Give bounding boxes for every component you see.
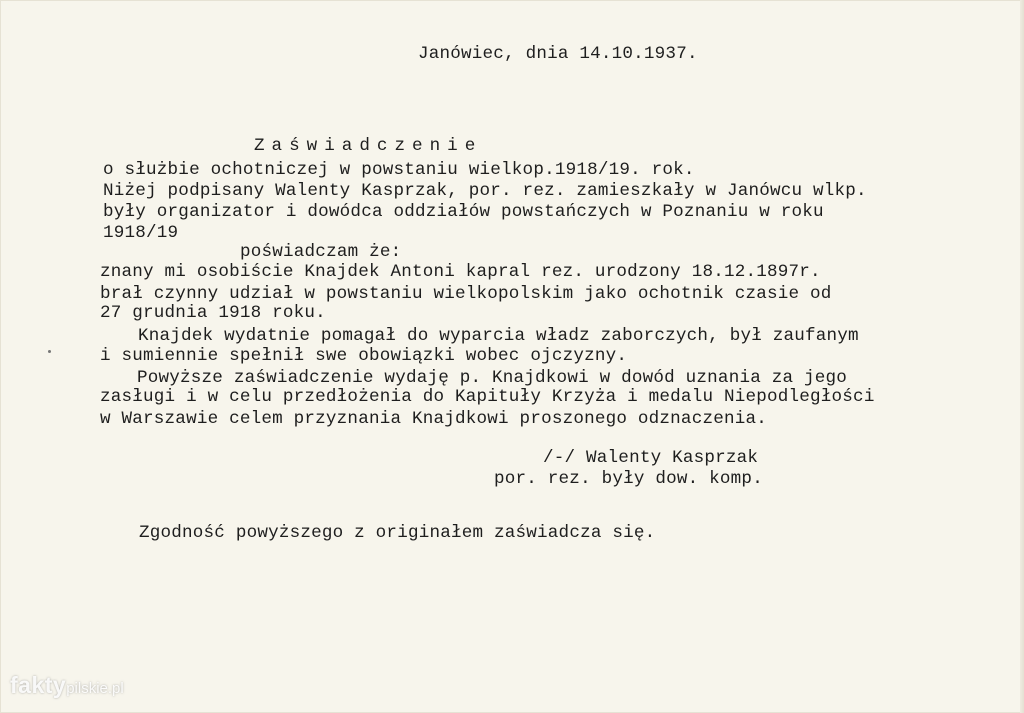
date-line: Janówiec, dnia 14.10.1937. <box>418 44 698 64</box>
watermark-brand: fakty <box>10 672 67 698</box>
margin-mark <box>48 350 51 353</box>
watermark-logo <box>10 672 124 699</box>
certification-line: Zgodność powyższego z originałem zaświadcza się. <box>139 523 656 543</box>
body-line: znany mi osobiście Knajdek Antoni kapral rez. urodzony 18.12.1897r. <box>100 262 821 282</box>
signature-name: /-/ Walenty Kasprzak <box>543 448 759 468</box>
body-line: w Warszawie celem przyznania Knajdkowi proszonego odznaczenia. <box>100 409 767 429</box>
body-line: Niżej podpisany Walenty Kasprzak, por. rez. zamieszkały w Janówcu wlkp. <box>103 181 867 201</box>
watermark-domain: pilskie.pl <box>66 680 124 697</box>
body-line: były organizator i dowódca oddziałów powstańczych w Poznaniu w roku <box>103 202 824 222</box>
body-line: Powyższe zaświadczenie wydaję p. Knajdkowi w dowód uznania za jego <box>137 368 848 388</box>
body-line: poświadczam że: <box>240 242 402 262</box>
body-line: o służbie ochotniczej w powstaniu wielkop.1918/19. rok. <box>103 160 695 180</box>
body-line: Knajdek wydatnie pomagał do wyparcia władz zaborczych, był zaufanym <box>138 326 859 346</box>
body-line: 27 grudnia 1918 roku. <box>100 303 326 323</box>
body-line: i sumiennie spełnił swe obowiązki wobec ojczyzny. <box>100 346 628 366</box>
body-line: 1918/19 <box>103 223 179 243</box>
document-title: Zaświadczenie <box>254 136 483 156</box>
signature-role: por. rez. były dow. komp. <box>494 469 763 489</box>
body-line: brał czynny udział w powstaniu wielkopolskim jako ochotnik czasie od <box>100 284 832 304</box>
paper-edge <box>1020 0 1024 713</box>
body-line: zasługi i w celu przedłożenia do Kapituły Krzyża i medalu Niepodległości <box>100 387 875 407</box>
